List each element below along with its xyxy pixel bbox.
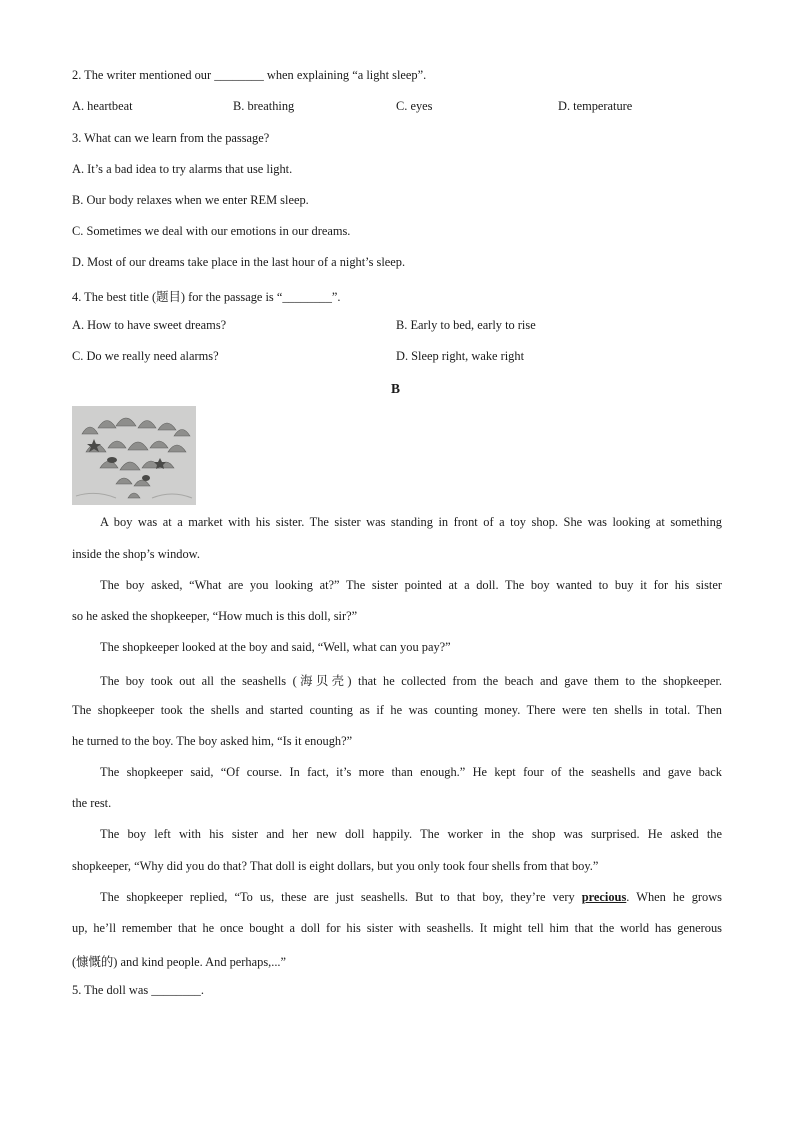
q2-option-a: A. heartbeat bbox=[72, 99, 133, 113]
q3-stem: 3. What can we learn from the passage? bbox=[72, 131, 270, 145]
precious-word: precious bbox=[581, 890, 627, 904]
passage-p7-line3: (慷慨的) and kind people. And perhaps,...” bbox=[72, 955, 287, 969]
passage-p1-line1: A boy was at a market with his sister. The sister was standing in front of a toy shop. She was looking at something bbox=[100, 515, 722, 529]
q2-option-c: C. eyes bbox=[396, 99, 433, 113]
q5-stem: 5. The doll was ________. bbox=[72, 983, 204, 997]
passage-p4-line1: The boy took out all the seashells (海贝壳) that he collected from the beach and gave them to the shopkeeper. bbox=[100, 674, 722, 688]
q2-option-b: B. breathing bbox=[233, 99, 295, 113]
passage-p5-line1: The shopkeeper said, “Of course. In fact, it’s more than enough.” He kept four of the seashells and gave back bbox=[100, 765, 722, 779]
passage-p5-line2: the rest. bbox=[72, 796, 112, 810]
q3-option-c: C. Sometimes we deal with our emotions in our dreams. bbox=[72, 224, 351, 238]
q4-option-a: A. How to have sweet dreams? bbox=[72, 318, 227, 332]
passage-p2-line1: The boy asked, “What are you looking at?” The sister pointed at a doll. The boy wanted to buy it for his sister bbox=[100, 578, 722, 592]
q2-stem: 2. The writer mentioned our ________ when explaining “a light sleep”. bbox=[72, 68, 427, 82]
q3-option-d: D. Most of our dreams take place in the last hour of a night’s sleep. bbox=[72, 255, 406, 269]
passage-p7-line1 bbox=[100, 890, 722, 905]
seashell-heart-illustration bbox=[72, 406, 196, 505]
passage-p7-line1-after: . When he grows bbox=[626, 890, 722, 904]
q4-option-b: B. Early to bed, early to rise bbox=[396, 318, 536, 332]
passage-p4-line3: he turned to the boy. The boy asked him, “Is it enough?” bbox=[72, 734, 353, 748]
section-b-heading: B bbox=[391, 381, 401, 396]
passage-p1-line2: inside the shop’s window. bbox=[72, 547, 200, 561]
seashell-heart-photo bbox=[72, 406, 196, 505]
passage-p7-line1-before: The shopkeeper replied, “To us, these are just seashells. But to that boy, they’re very bbox=[100, 890, 582, 904]
passage-p2-line2: so he asked the shopkeeper, “How much is this doll, sir?” bbox=[72, 609, 358, 623]
passage-p3-line1: The shopkeeper looked at the boy and said, “Well, what can you pay?” bbox=[100, 640, 451, 654]
passage-p4-line2: The shopkeeper took the shells and started counting as if he was counting money. There were ten shells in total. Then bbox=[72, 703, 722, 717]
passage-p6-line2: shopkeeper, “Why did you do that? That doll is eight dollars, but you only took four shells from that boy.” bbox=[72, 859, 599, 873]
q4-option-c: C. Do we really need alarms? bbox=[72, 349, 219, 363]
passage-p7-line2: up, he’ll remember that he once bought a doll for his sister with seashells. It might tell him that the world has generous bbox=[72, 921, 722, 935]
q3-option-a: A. It’s a bad idea to try alarms that use light. bbox=[72, 162, 293, 176]
q4-stem: 4. The best title (题目) for the passage is “________”. bbox=[72, 290, 341, 304]
q2-option-d: D. temperature bbox=[558, 99, 633, 113]
passage-p6-line1: The boy left with his sister and her new doll happily. The worker in the shop was surprised. He asked the bbox=[100, 827, 722, 841]
q3-option-b: B. Our body relaxes when we enter REM sleep. bbox=[72, 193, 309, 207]
q4-option-d: D. Sleep right, wake right bbox=[396, 349, 525, 363]
